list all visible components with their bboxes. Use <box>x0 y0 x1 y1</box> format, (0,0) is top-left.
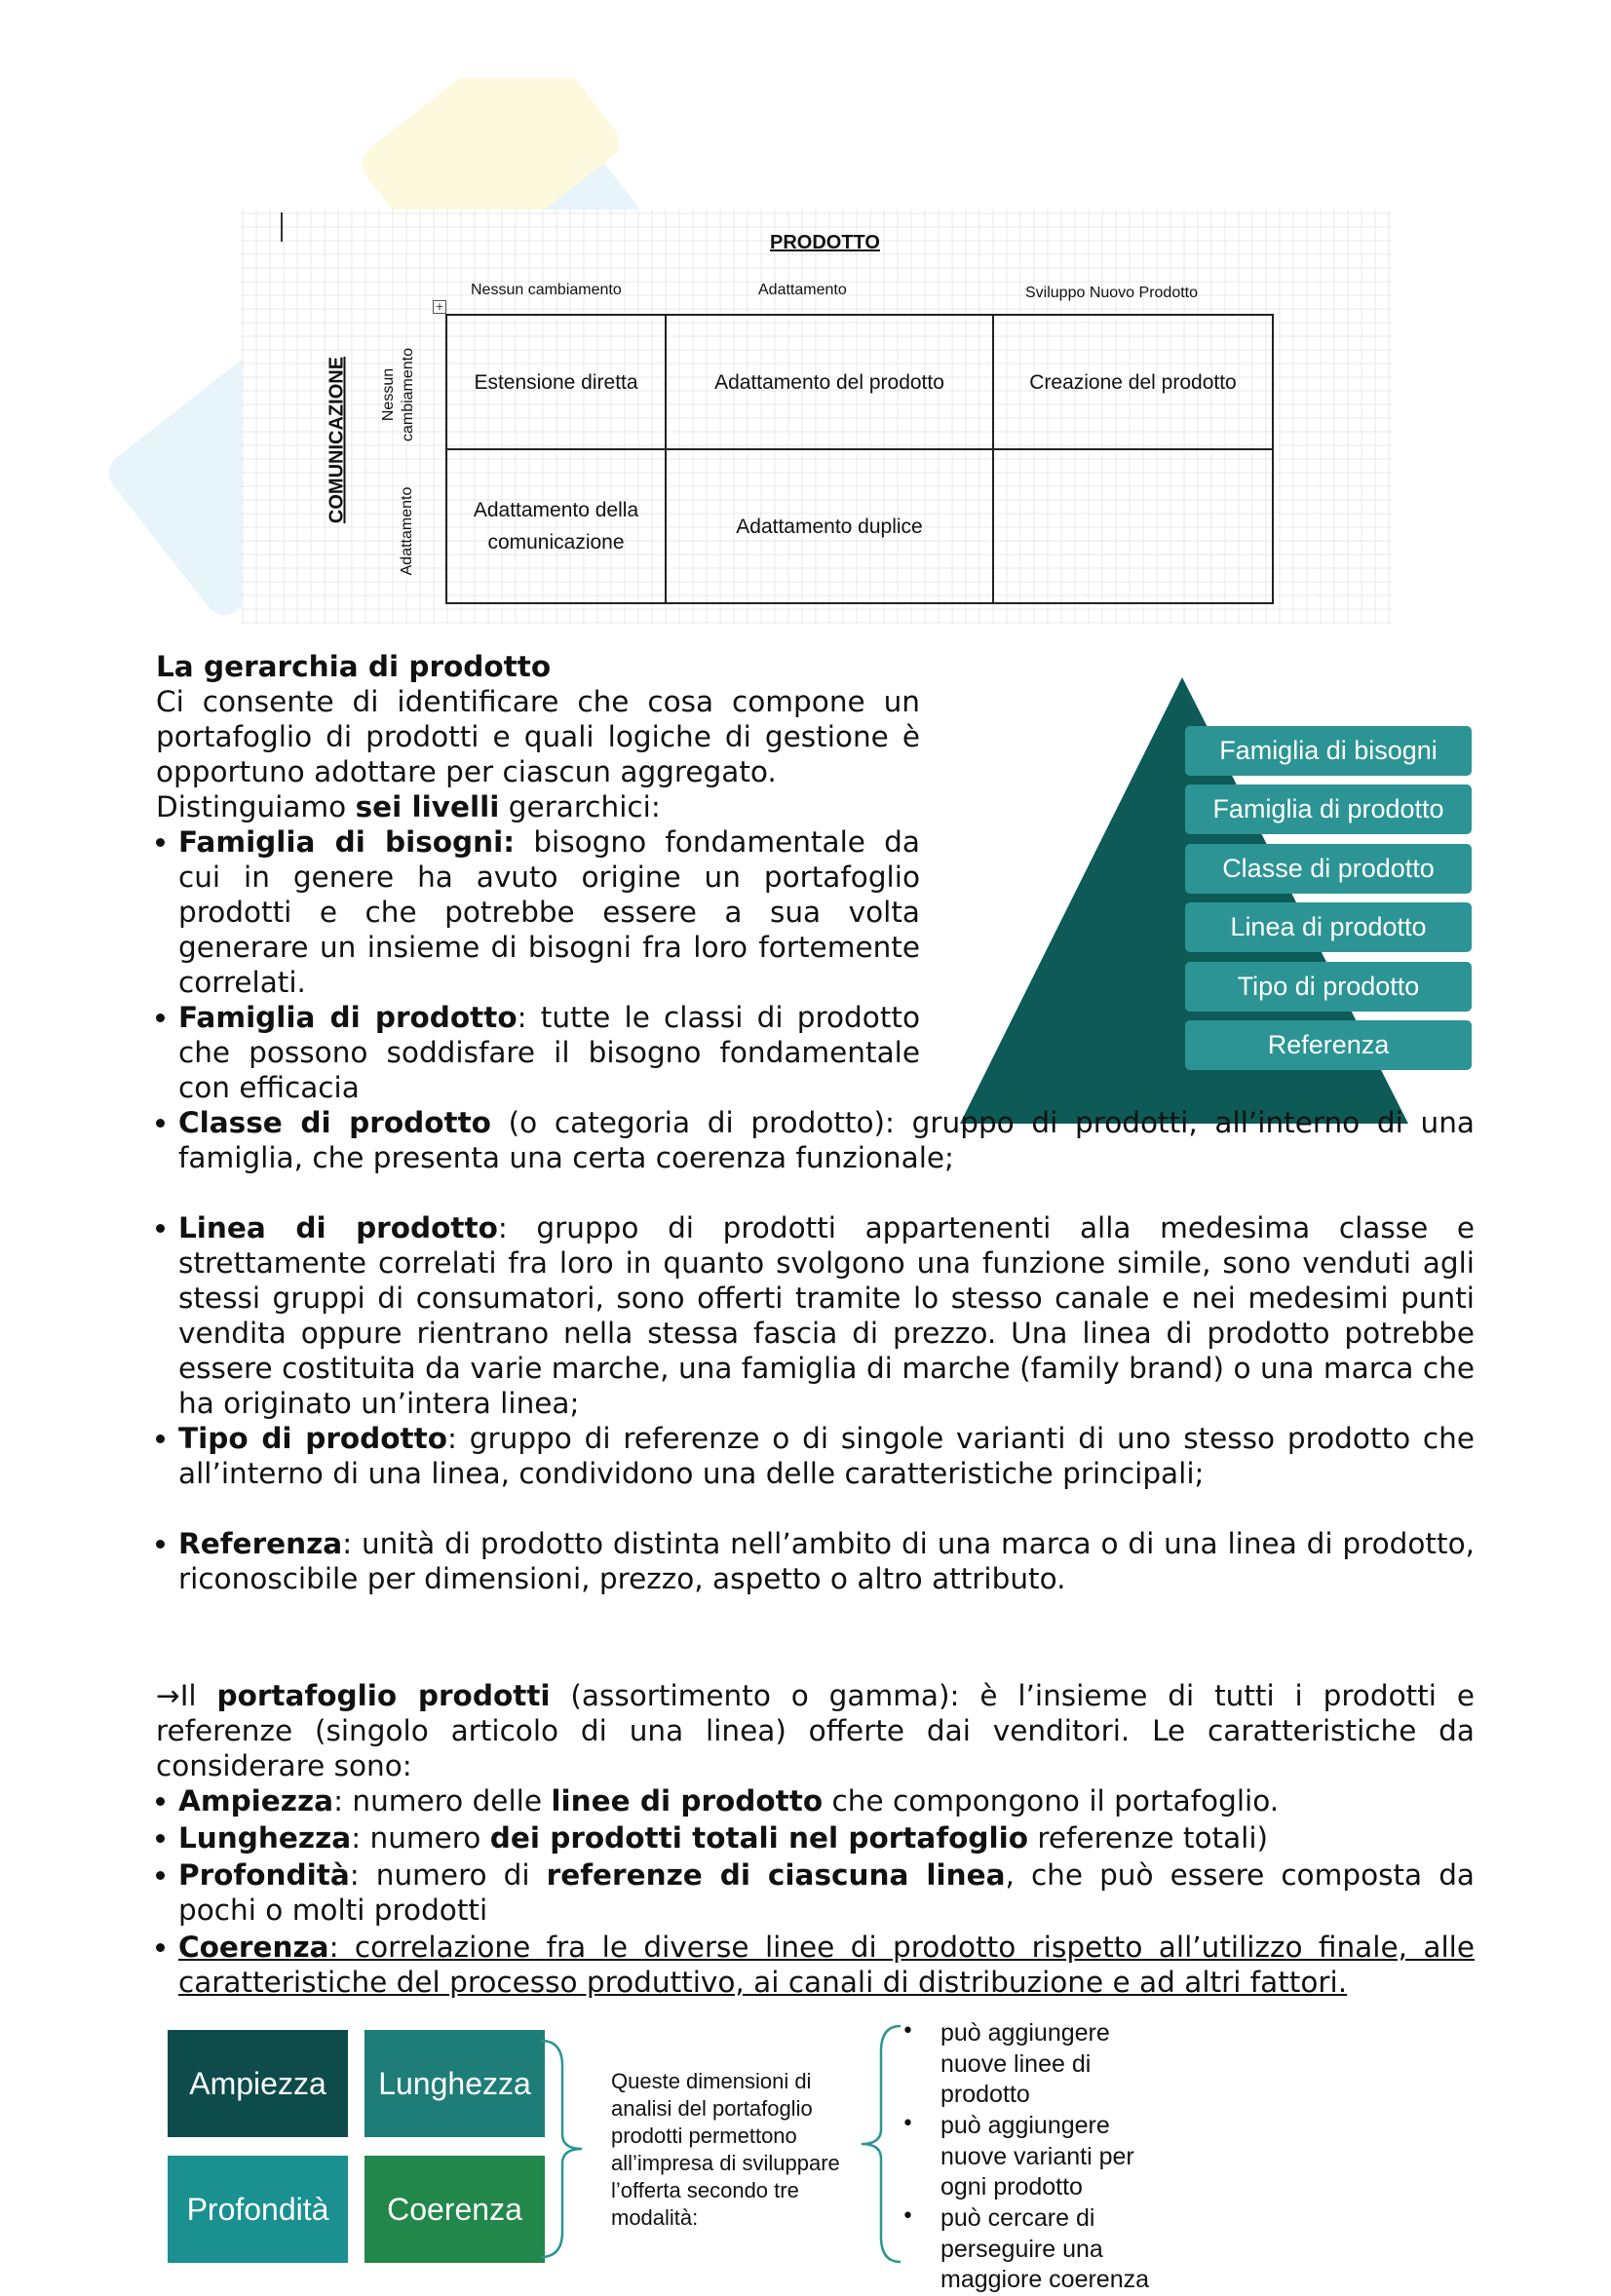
dimensions-explain: Queste dimensioni di analisi del portafoglio prodotti permettono all’impresa di sviluppare l’offerta secondo tre modalità: <box>611 2069 840 2230</box>
matrix-row-head: Adattamento <box>399 486 415 576</box>
item-desc: : gruppo di prodotti appartenenti alla medesima classe e strettamente correlati fra loro in quanto svolgono una funzione simile, sono venduti agli stessi gruppi di consumatori, sono offerti tramite lo stesso canale e nei medesimi punti vendita oppure rientrano nella stessa fascia di prezzo. Una linea di prodotto potrebbe essere costituita da varie marche, una famiglia di marche (family brand) o una marca che ha originato un’intera linea; <box>178 1211 1475 1420</box>
portfolio-pre: Il <box>179 1679 217 1712</box>
item-term: Coerenza <box>178 1931 329 1964</box>
matrix-col-head: Sviluppo Nuovo Prodotto <box>1025 285 1198 301</box>
item-desc: bisogno fondamentale da cui in genere ha avuto origine un portafoglio prodotti e che potrebbe essere a sua volta generare un insieme di bisogni fra loro fortemente correlati. <box>178 825 920 999</box>
dimension-box: Coerenza <box>364 2156 545 2263</box>
item-bold: linee di prodotto <box>551 1784 824 1818</box>
matrix-row-head: Nessun cambiamento <box>380 347 416 442</box>
arrow-icon: → <box>156 1679 180 1712</box>
levels-pre: Distinguiamo <box>156 790 356 823</box>
bullet-icon: • <box>901 2112 914 2136</box>
mode-item: può cercare di perseguire una maggiore coerenza <box>940 2204 1150 2293</box>
expand-icon: + <box>433 300 446 314</box>
bullet-icon <box>156 1540 165 1549</box>
item-desc: : unità di prodotto distinta nell’ambito di una marca o di una linea di prodotto, riconoscibile per dimensioni, prezzo, aspetto o altro attributo. <box>178 1527 1475 1595</box>
mode-item: può aggiungere nuove varianti per ogni prodotto <box>940 2112 1134 2200</box>
item-desc: (o categoria di prodotto): gruppo di prodotti, all’interno di una famiglia, che presenta una certa coerenza funzionale; <box>178 1106 1475 1174</box>
item-term: Ampiezza <box>178 1784 334 1818</box>
hierarchy-item <box>178 1210 1475 1421</box>
item-mid: : numero delle <box>333 1784 552 1818</box>
item-term: Referenza <box>178 1527 343 1560</box>
bullet-icon: • <box>901 2019 914 2044</box>
item-mid: : correlazione fra le diverse linee di prodotto rispetto all’utilizzo finale, alle caratteristiche del processo produttivo, ai canali di distribuzione e ad altri fattori. <box>178 1931 1475 1999</box>
hierarchy-item <box>178 1000 920 1105</box>
portfolio-item <box>178 1930 1475 2000</box>
intro-text: Ci consente di identificare che cosa compone un portafoglio di prodotti e quali logiche di gestione è opportuno adottare per ciascun aggregato. <box>156 685 920 788</box>
matrix-col-head: Nessun cambiamento <box>471 282 622 298</box>
bullet-icon <box>156 1797 165 1806</box>
item-term: Tipo di prodotto <box>178 1422 448 1455</box>
bullet-icon <box>156 1871 165 1880</box>
hierarchy-item <box>178 1526 1475 1596</box>
item-term: Classe di prodotto <box>178 1106 491 1139</box>
hierarchy-item <box>178 824 920 1000</box>
matrix-title: PRODOTTO <box>770 232 880 253</box>
item-desc: : tutte le classi di prodotto che possono soddisfare il bisogno fondamentale con efficacia <box>178 1001 920 1104</box>
item-desc: : gruppo di referenze o di singole varianti di uno stesso prodotto che all’interno di una linea, condividono una delle caratteristiche principali; <box>178 1422 1475 1490</box>
bullet-icon <box>156 1224 165 1233</box>
pyramid-label: Linea di prodotto <box>1185 902 1472 952</box>
bullet-icon <box>156 1119 165 1128</box>
pyramid-label: Tipo di prodotto <box>1185 962 1472 1012</box>
bullet-icon <box>156 1014 165 1022</box>
mode-item: può aggiungere nuove linee di prodotto <box>940 2019 1110 2108</box>
portfolio-post: (assortimento o gamma): è l’insieme di tutti i prodotti e referenze (singolo articolo di una linea) offerte dai venditori. Le caratteristiche da considerare sono: <box>156 1679 1475 1782</box>
item-term: Profondità <box>178 1858 350 1892</box>
dimension-box: Lunghezza <box>364 2030 545 2137</box>
item-term: Famiglia di prodotto <box>178 1001 518 1034</box>
matrix-cell: Adattamento della comunicazione <box>473 499 639 554</box>
dimension-box: Profondità <box>168 2156 348 2263</box>
hierarchy-item <box>178 1421 1475 1491</box>
item-end: che compongono il portafoglio. <box>823 1784 1280 1818</box>
item-term: Linea di prodotto <box>178 1211 498 1244</box>
pyramid-label: Famiglia di prodotto <box>1185 784 1472 834</box>
pyramid-label: Famiglia di bisogni <box>1185 726 1472 776</box>
portfolio-item <box>178 1857 1475 1928</box>
item-bold: dei prodotti totali nel portafoglio <box>489 1821 1029 1855</box>
portfolio-bold: portafoglio prodotti <box>216 1679 551 1712</box>
box-bracket <box>541 2037 619 2261</box>
matrix-cell: Adattamento duplice <box>736 515 923 538</box>
bullet-icon <box>156 1943 165 1952</box>
pyramid-label: Referenza <box>1185 1020 1472 1070</box>
matrix-row-axis: COMUNICAZIONE <box>326 356 348 524</box>
intro-paragraph <box>156 684 920 824</box>
portfolio-paragraph <box>156 1678 1475 1783</box>
section-heading: La gerarchia di prodotto <box>156 650 552 683</box>
item-mid: : numero di <box>349 1858 547 1892</box>
item-end: referenze totali) <box>1028 1821 1269 1855</box>
matrix-cell: Estensione diretta <box>474 370 638 394</box>
modes-bracket <box>856 2022 914 2266</box>
bullet-icon: • <box>901 2204 914 2229</box>
pyramid-label: Classe di prodotto <box>1185 844 1472 894</box>
levels-bold: sei livelli <box>355 790 500 823</box>
dimension-box: Ampiezza <box>168 2030 348 2137</box>
bullet-icon <box>156 838 165 847</box>
item-bold: referenze di ciascuna linea <box>546 1858 1006 1892</box>
matrix-col-head: Adattamento <box>758 282 847 298</box>
hierarchy-item <box>178 1105 1475 1175</box>
portfolio-item <box>178 1783 1475 1818</box>
cursor-mark <box>281 212 283 242</box>
bullet-icon <box>156 1834 165 1843</box>
matrix-cell: Adattamento del prodotto <box>714 370 944 394</box>
levels-post: gerarchici: <box>499 790 661 823</box>
item-mid: : numero <box>351 1821 490 1855</box>
item-term: Famiglia di bisogni: <box>178 825 516 859</box>
portfolio-item <box>178 1820 1475 1856</box>
matrix-cell: Creazione del prodotto <box>1029 370 1237 394</box>
item-end: , che può essere composta da pochi o molti prodotti <box>178 1858 1475 1927</box>
item-term: Lunghezza <box>178 1821 352 1855</box>
bullet-icon <box>156 1435 165 1443</box>
